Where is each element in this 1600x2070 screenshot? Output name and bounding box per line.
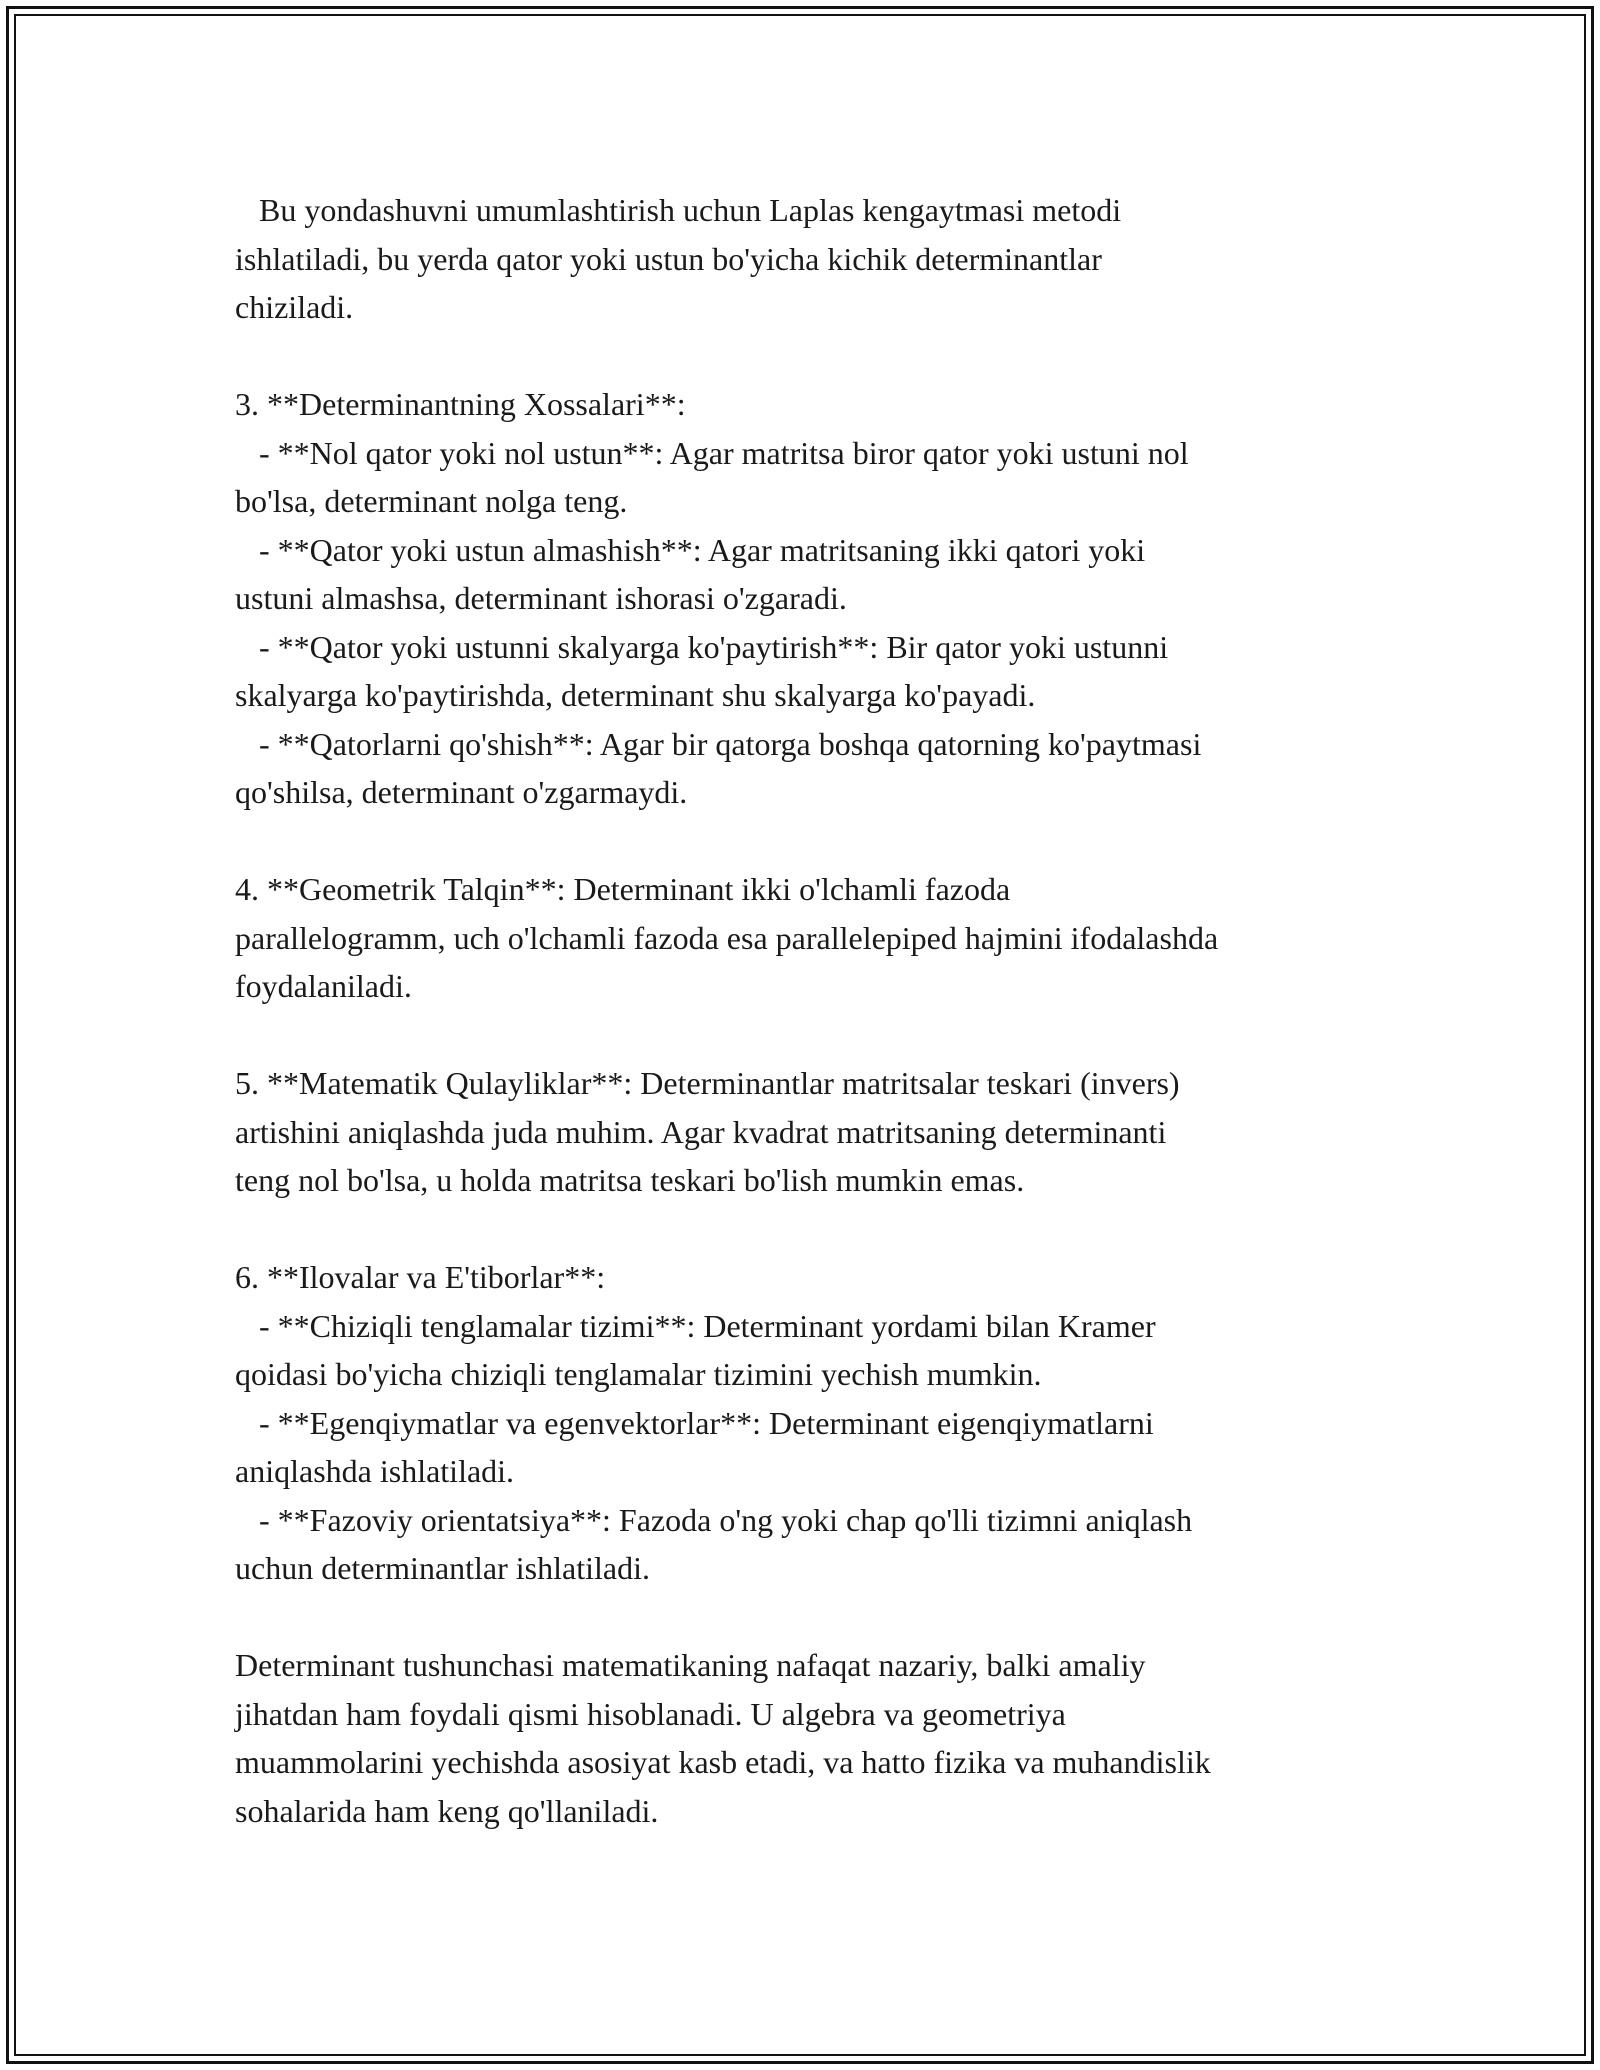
list-item-line: - **Nol qator yoki nol ustun**: Agar matritsa biror qator yoki ustuni nol [235,434,1189,471]
list-item-line: - **Chiziqli tenglamalar tizimi**: Determinant yordami bilan Kramer [235,1307,1156,1344]
section-heading: 3. **Determinantning Xossalari**: [235,386,686,422]
list-item-line: qo'shilsa, determinant o'zgarmaydi. [235,774,688,810]
text-line: Bu yondashuvni umumlashtirish uchun Laplas kengaytmasi metodi [235,192,1122,228]
section-heading: 6. **Ilovalar va E'tiborlar**: [235,1259,606,1295]
list-item-line: - **Fazoviy orientatsiya**: Fazoda o'ng yoki chap qo'lli tizimni aniqlash [235,1501,1193,1538]
list-item-line: bo'lsa, determinant nolga teng. [235,483,628,519]
paragraph-gap [235,1205,1375,1254]
paragraph-gap [235,817,1375,866]
paragraph-gap [235,1593,1375,1642]
text-line: artishini aniqlashda juda muhim. Agar kvadrat matritsaning determinanti [235,1113,1167,1150]
list-item-line: aniqlashda ishlatiladi. [235,1453,515,1489]
text-line: jihatdan ham foydali qismi hisoblanadi. U algebra va geometriya [235,1695,1066,1732]
paragraph-gap [235,332,1375,381]
list-item-line: - **Egenqiymatlar va egenvektorlar**: Determinant eigenqiymatlarni [235,1404,1154,1441]
list-item-line: qoidasi bo'yicha chiziqli tenglamalar tizimini yechish mumkin. [235,1356,1042,1392]
intro-paragraph [235,186,1375,332]
document-body [235,186,1375,1835]
list-item-line: ustuni almashsa, determinant ishorasi o'zgaradi. [235,580,847,616]
section-4-geometric [235,865,1375,1011]
section-3-properties [235,380,1375,817]
text-line: ishlatiladi, bu yerda qator yoki ustun bo'yicha kichik determinantlar [235,240,1102,277]
list-item-line: skalyarga ko'paytirishda, determinant shu skalyarga ko'payadi. [235,677,1036,713]
text-line: 4. **Geometrik Talqin**: Determinant ikki o'lchamli fazoda [235,871,1011,907]
text-line: muammolarini yechishda asosiyat kasb etadi, va hatto fizika va muhandislik [235,1744,1211,1780]
text-line: chiziladi. [235,289,354,325]
list-item-line: - **Qator yoki ustunni skalyarga ko'paytirish**: Bir qator yoki ustunni [235,628,1169,665]
text-line: 5. **Matematik Qulayliklar**: Determinantlar matritsalar teskari (invers) [235,1065,1180,1101]
text-line: teng nol bo'lsa, u holda matritsa teskari bo'lish mumkin emas. [235,1162,1025,1198]
conclusion-paragraph [235,1641,1375,1835]
section-5-conveniences [235,1059,1375,1205]
list-item-line: - **Qator yoki ustun almashish**: Agar matritsaning ikki qatori yoki [235,531,1146,568]
text-line: sohalarida ham keng qo'llaniladi. [235,1792,659,1829]
text-line: parallelogramm, uch o'lchamli fazoda esa parallelepiped hajmini ifodalashda [235,919,1219,956]
section-6-applications [235,1253,1375,1593]
list-item-line: uchun determinantlar ishlatiladi. [235,1550,650,1586]
list-item-line: - **Qatorlarni qo'shish**: Agar bir qatorga boshqa qatorning ko'paytmasi [235,725,1202,762]
text-line: foydalaniladi. [235,968,412,1004]
paragraph-gap [235,1011,1375,1060]
text-line: Determinant tushunchasi matematikaning nafaqat nazariy, balki amaliy [235,1647,1146,1683]
